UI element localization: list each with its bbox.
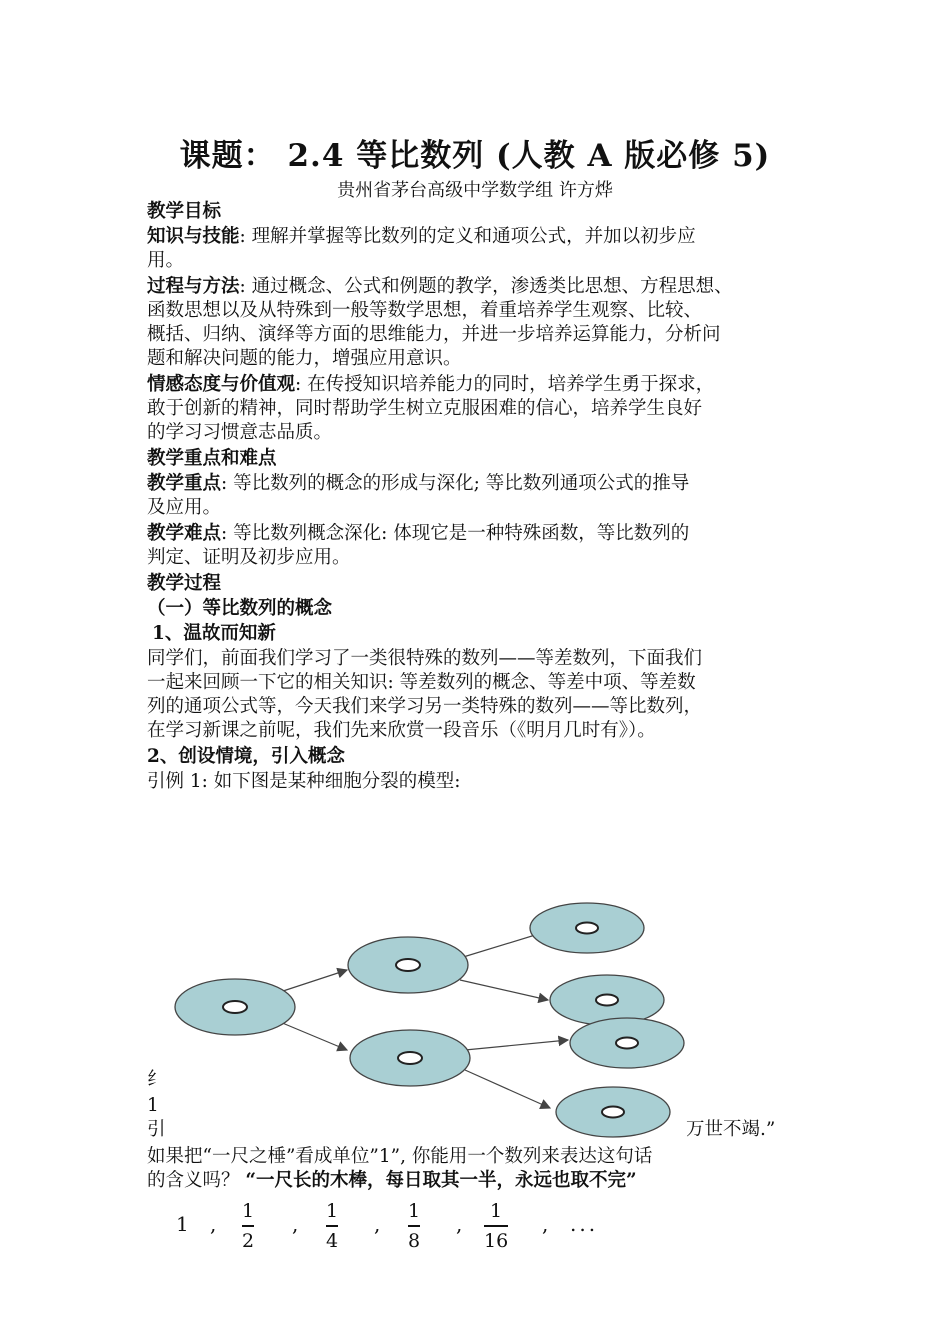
fraction-bar	[484, 1225, 508, 1227]
sequence-comma: ,	[456, 1212, 463, 1236]
step-heading-2: 2、创设情境，引入概念	[147, 746, 345, 767]
sequence-comma: ,	[374, 1212, 381, 1236]
sequence-row	[170, 1200, 650, 1260]
process-label: 过程与方法	[147, 276, 240, 297]
arrow-1-to-2b	[280, 1022, 347, 1050]
process-heading: 教学过程	[147, 573, 222, 594]
fraction-bar	[326, 1225, 338, 1227]
sequence-fraction	[484, 1200, 508, 1252]
cell-generation-3	[530, 903, 684, 1137]
example-2-question: 的含义吗？	[147, 1170, 246, 1191]
objectives-heading: 教学目标	[147, 201, 222, 222]
emotion-line-2: 敢于创新的精神，同时帮助学生树立克服困难的信心，培养学生良好	[147, 398, 703, 419]
arrow-2b-to-3c	[465, 1040, 568, 1050]
emotion-label: 情感态度与价值观	[147, 374, 296, 395]
sequence-first-term: 1	[176, 1212, 189, 1236]
denominator: 16	[484, 1229, 509, 1252]
fragment-c: 引	[147, 1119, 166, 1140]
keypoints-heading: 教学重点和难点	[147, 448, 277, 469]
fragment-d: 万世不竭.”	[686, 1119, 776, 1140]
cell-generation-1	[175, 979, 295, 1035]
review-line-1: 同学们，前面我们学习了一类很特殊的数列——等差数列，下面我们	[147, 648, 703, 669]
numerator: 1	[408, 1200, 421, 1222]
section-heading-1: （一）等比数列的概念	[147, 598, 333, 619]
sequence-comma: ,	[292, 1212, 299, 1236]
process-line-1	[147, 275, 733, 299]
numerator: 1	[490, 1200, 503, 1222]
difficulty-label: 教学难点	[147, 523, 222, 544]
review-line-4: 在学习新课之前呢，我们先来欣赏一段音乐（《明月几时有》）。	[147, 720, 656, 741]
nucleus	[396, 959, 420, 971]
denominator: 4	[326, 1229, 339, 1252]
nucleus	[576, 923, 598, 934]
process-line-3: 概括、归纳、演绎等方面的思维能力，并进一步培养运算能力，分析问	[147, 324, 721, 345]
cell-generation-2	[348, 937, 470, 1086]
focus-line-1	[147, 472, 689, 496]
fraction-bar	[408, 1225, 420, 1227]
page-title: 课题： 2.4 等比数列 (人教 A 版必修 5)	[179, 138, 771, 174]
nucleus	[602, 1107, 624, 1118]
process-line-4: 题和解决问题的能力，增强应用意识。	[147, 348, 462, 369]
difficulty-line-2: 判定、证明及初步应用。	[147, 547, 351, 568]
focus-line-2: 及应用。	[147, 497, 222, 518]
numerator: 1	[326, 1200, 339, 1222]
review-line-2: 一起来回顾一下它的相关知识: 等差数列的概念、等差中项、等差数	[147, 672, 696, 693]
knowledge-line-2: 用。	[147, 250, 185, 271]
example-1-line: 引例 1: 如下图是某种细胞分裂的模型:	[147, 771, 461, 792]
denominator: 8	[408, 1229, 421, 1252]
emotion-text: : 在传授知识培养能力的同时，培养学生勇于探求，	[295, 374, 715, 395]
knowledge-label: 知识与技能	[147, 226, 240, 247]
sequence-fraction	[326, 1200, 338, 1252]
arrow-2b-to-3d	[465, 1070, 550, 1108]
knowledge-text: : 理解并掌握等比数列的定义和通项公式，并加以初步应	[239, 226, 696, 247]
nucleus	[398, 1052, 422, 1064]
sequence-comma: ,	[542, 1212, 549, 1236]
emotion-line-3: 的学习习惯意志品质。	[147, 422, 333, 443]
nucleus	[596, 995, 618, 1006]
sequence-comma: ,	[210, 1212, 217, 1236]
example-2-line-1: 如果把“一尺之棰”看成单位”1”, 你能用一个数列来表达这句话	[147, 1146, 653, 1167]
emotion-line-1	[147, 373, 714, 397]
focus-text: : 等比数列的概念的形成与深化; 等比数列通项公式的推导	[221, 473, 690, 494]
focus-label: 教学重点	[147, 473, 222, 494]
nucleus	[223, 1001, 247, 1013]
author-line: 贵州省茅台高级中学数学组 许方烨	[337, 180, 613, 201]
fragment-a: 纟	[147, 1069, 166, 1090]
sequence-fraction	[242, 1200, 254, 1252]
knowledge-line-1	[147, 225, 696, 249]
difficulty-line-1	[147, 522, 689, 546]
step-heading-1: 1、温故而知新	[152, 623, 276, 644]
sequence-ellipsis: ...	[570, 1212, 599, 1236]
cell-division-diagram	[140, 880, 700, 1145]
sequence-fraction	[408, 1200, 420, 1252]
process-line-2: 函数思想以及从特殊到一般等数学思想，着重培养学生观察、比较、	[147, 300, 703, 321]
arrow-2a-to-3b	[460, 980, 548, 1000]
process-text: : 通过概念、公式和例题的教学，渗透类比思想、方程思想、	[239, 276, 733, 297]
numerator: 1	[242, 1200, 255, 1222]
nucleus	[616, 1038, 638, 1049]
fragment-b: 1	[147, 1095, 159, 1116]
example-2-quote: “一尺长的木棒，每日取其一半，永远也取不完”	[245, 1170, 637, 1191]
arrow-1-to-2a	[280, 970, 347, 992]
denominator: 2	[242, 1229, 255, 1252]
difficulty-text: : 等比数列概念深化: 体现它是一种特殊函数，等比数列的	[221, 523, 690, 544]
fraction-bar	[242, 1225, 254, 1227]
example-2-line-2	[147, 1169, 637, 1193]
review-line-3: 列的通项公式等，今天我们来学习另一类特殊的数列——等比数列，	[147, 696, 703, 717]
